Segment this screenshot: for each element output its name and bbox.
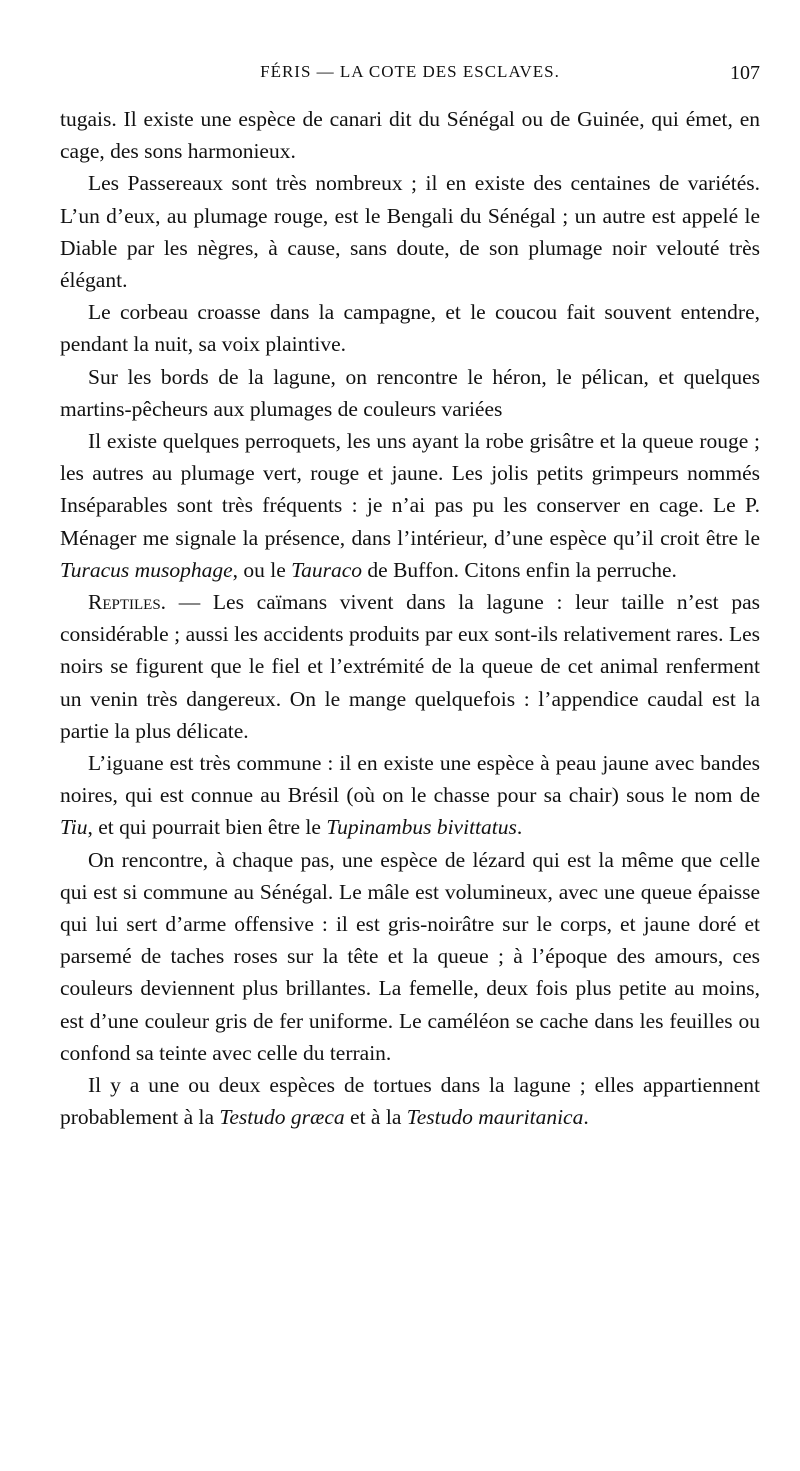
paragraph-lagune bbox=[60, 361, 760, 425]
paragraph-perroquets bbox=[60, 425, 760, 586]
species-name-italic: Tupinambus bivittatus bbox=[326, 815, 517, 840]
body-text bbox=[60, 103, 760, 1134]
paragraph-text: . bbox=[516, 815, 523, 840]
paragraph-text: Les Passereaux sont très nombreux ; il en existe des centaines de variétés. L’un d’eux, au plumage rouge, est le Bengali du Sénégal ; un autre est appelé le Diable par les nègres, à cause, sans doute, de son plumage noir velouté très élégant. bbox=[60, 171, 760, 293]
running-title: FÉRIS — LA COTE DES ESCLAVES. bbox=[260, 62, 560, 81]
paragraph-text: de Buffon. Citons enfin la perruche. bbox=[362, 557, 677, 582]
running-head bbox=[60, 62, 760, 92]
species-name-italic: Testudo mauritanica bbox=[406, 1105, 584, 1130]
paragraph-text: , ou le bbox=[232, 557, 292, 582]
paragraph-passereaux bbox=[60, 167, 760, 296]
paragraph-text: Il y a une ou deux espèces de tortues dans la lagune ; elles appartiennent probablement à la bbox=[60, 1073, 760, 1130]
paragraph-corbeau bbox=[60, 296, 760, 360]
species-name-italic: Tiu bbox=[60, 815, 88, 840]
paragraph-text: , et qui pourrait bien être le bbox=[87, 815, 327, 840]
paragraph-iguane bbox=[60, 747, 760, 844]
species-name-italic: Tauraco bbox=[291, 557, 363, 582]
paragraph-text: Il existe quelques perroquets, les uns ayant la robe grisâtre et la queue rouge ; les autres au plumage vert, rouge et jaune. Les jolis petits grimpeurs nommés Inséparables sont très fréquents : je n’ai pas pu les conserver en cage. Le P. Ménager me signale la présence, dans l’intérieur, d’une espèce qu’il croit être le bbox=[60, 429, 760, 550]
paragraph-text: L’iguane est très commune : il en existe une espèce à peau jaune avec bandes noires, qui est connue au Brésil (où on le chasse pour sa chair) sous le nom de bbox=[60, 751, 760, 808]
paragraph-text: . bbox=[583, 1105, 589, 1130]
paragraph-text: On rencontre, à chaque pas, une espèce de lézard qui est la même que celle qui est si commune au Sénégal. Le mâle est volumineux, avec une queue épaisse qui lui sert d’arme offensive : il est gris-noirâtre sur le corps, et jaune doré et parsemé de taches roses sur la tête et la queue ; à l’époque des amours, ces couleurs deviennent plus brillantes. La femelle, deux fois plus petite au moins, est d’une couleur gris de fer uniforme. Le caméléon se cache dans les feuilles ou confond sa teinte avec celle du terrain. bbox=[60, 847, 760, 1065]
paragraph-text: — Les caïmans vivent dans la lagune : leur taille n’est pas considérable ; aussi les accidents produits par eux sont-ils relativement rares. Les noirs se figurent que le fiel et l’extrémité de la queue de cet animal renferment un venin très dangereux. On le mange quelquefois : l’appendice caudal est la partie la plus délicate. bbox=[60, 590, 760, 743]
species-name-italic: Testudo græca bbox=[219, 1105, 345, 1130]
species-name-italic: Turacus musophage bbox=[60, 557, 233, 582]
paragraph-canari bbox=[60, 103, 760, 167]
paragraph-text: Le corbeau croasse dans la campagne, et le coucou fait souvent entendre, pendant la nuit, sa voix plaintive. bbox=[60, 300, 760, 357]
paragraph-lezard bbox=[60, 844, 760, 1069]
paragraph-reptiles bbox=[60, 586, 760, 747]
paragraph-text: Sur les bords de la lagune, on rencontre le héron, le pélican, et quelques martins-pêcheurs aux plumages de couleurs variées bbox=[60, 364, 760, 421]
page-number: 107 bbox=[730, 62, 760, 84]
paragraph-text: tugais. Il existe une espèce de canari dit du Sénégal ou de Guinée, qui émet, en cage, des sons harmonieux. bbox=[60, 107, 760, 164]
section-heading-reptiles: Reptiles. bbox=[88, 590, 167, 615]
paragraph-text: et à la bbox=[344, 1105, 407, 1130]
paragraph-tortues bbox=[60, 1069, 760, 1133]
